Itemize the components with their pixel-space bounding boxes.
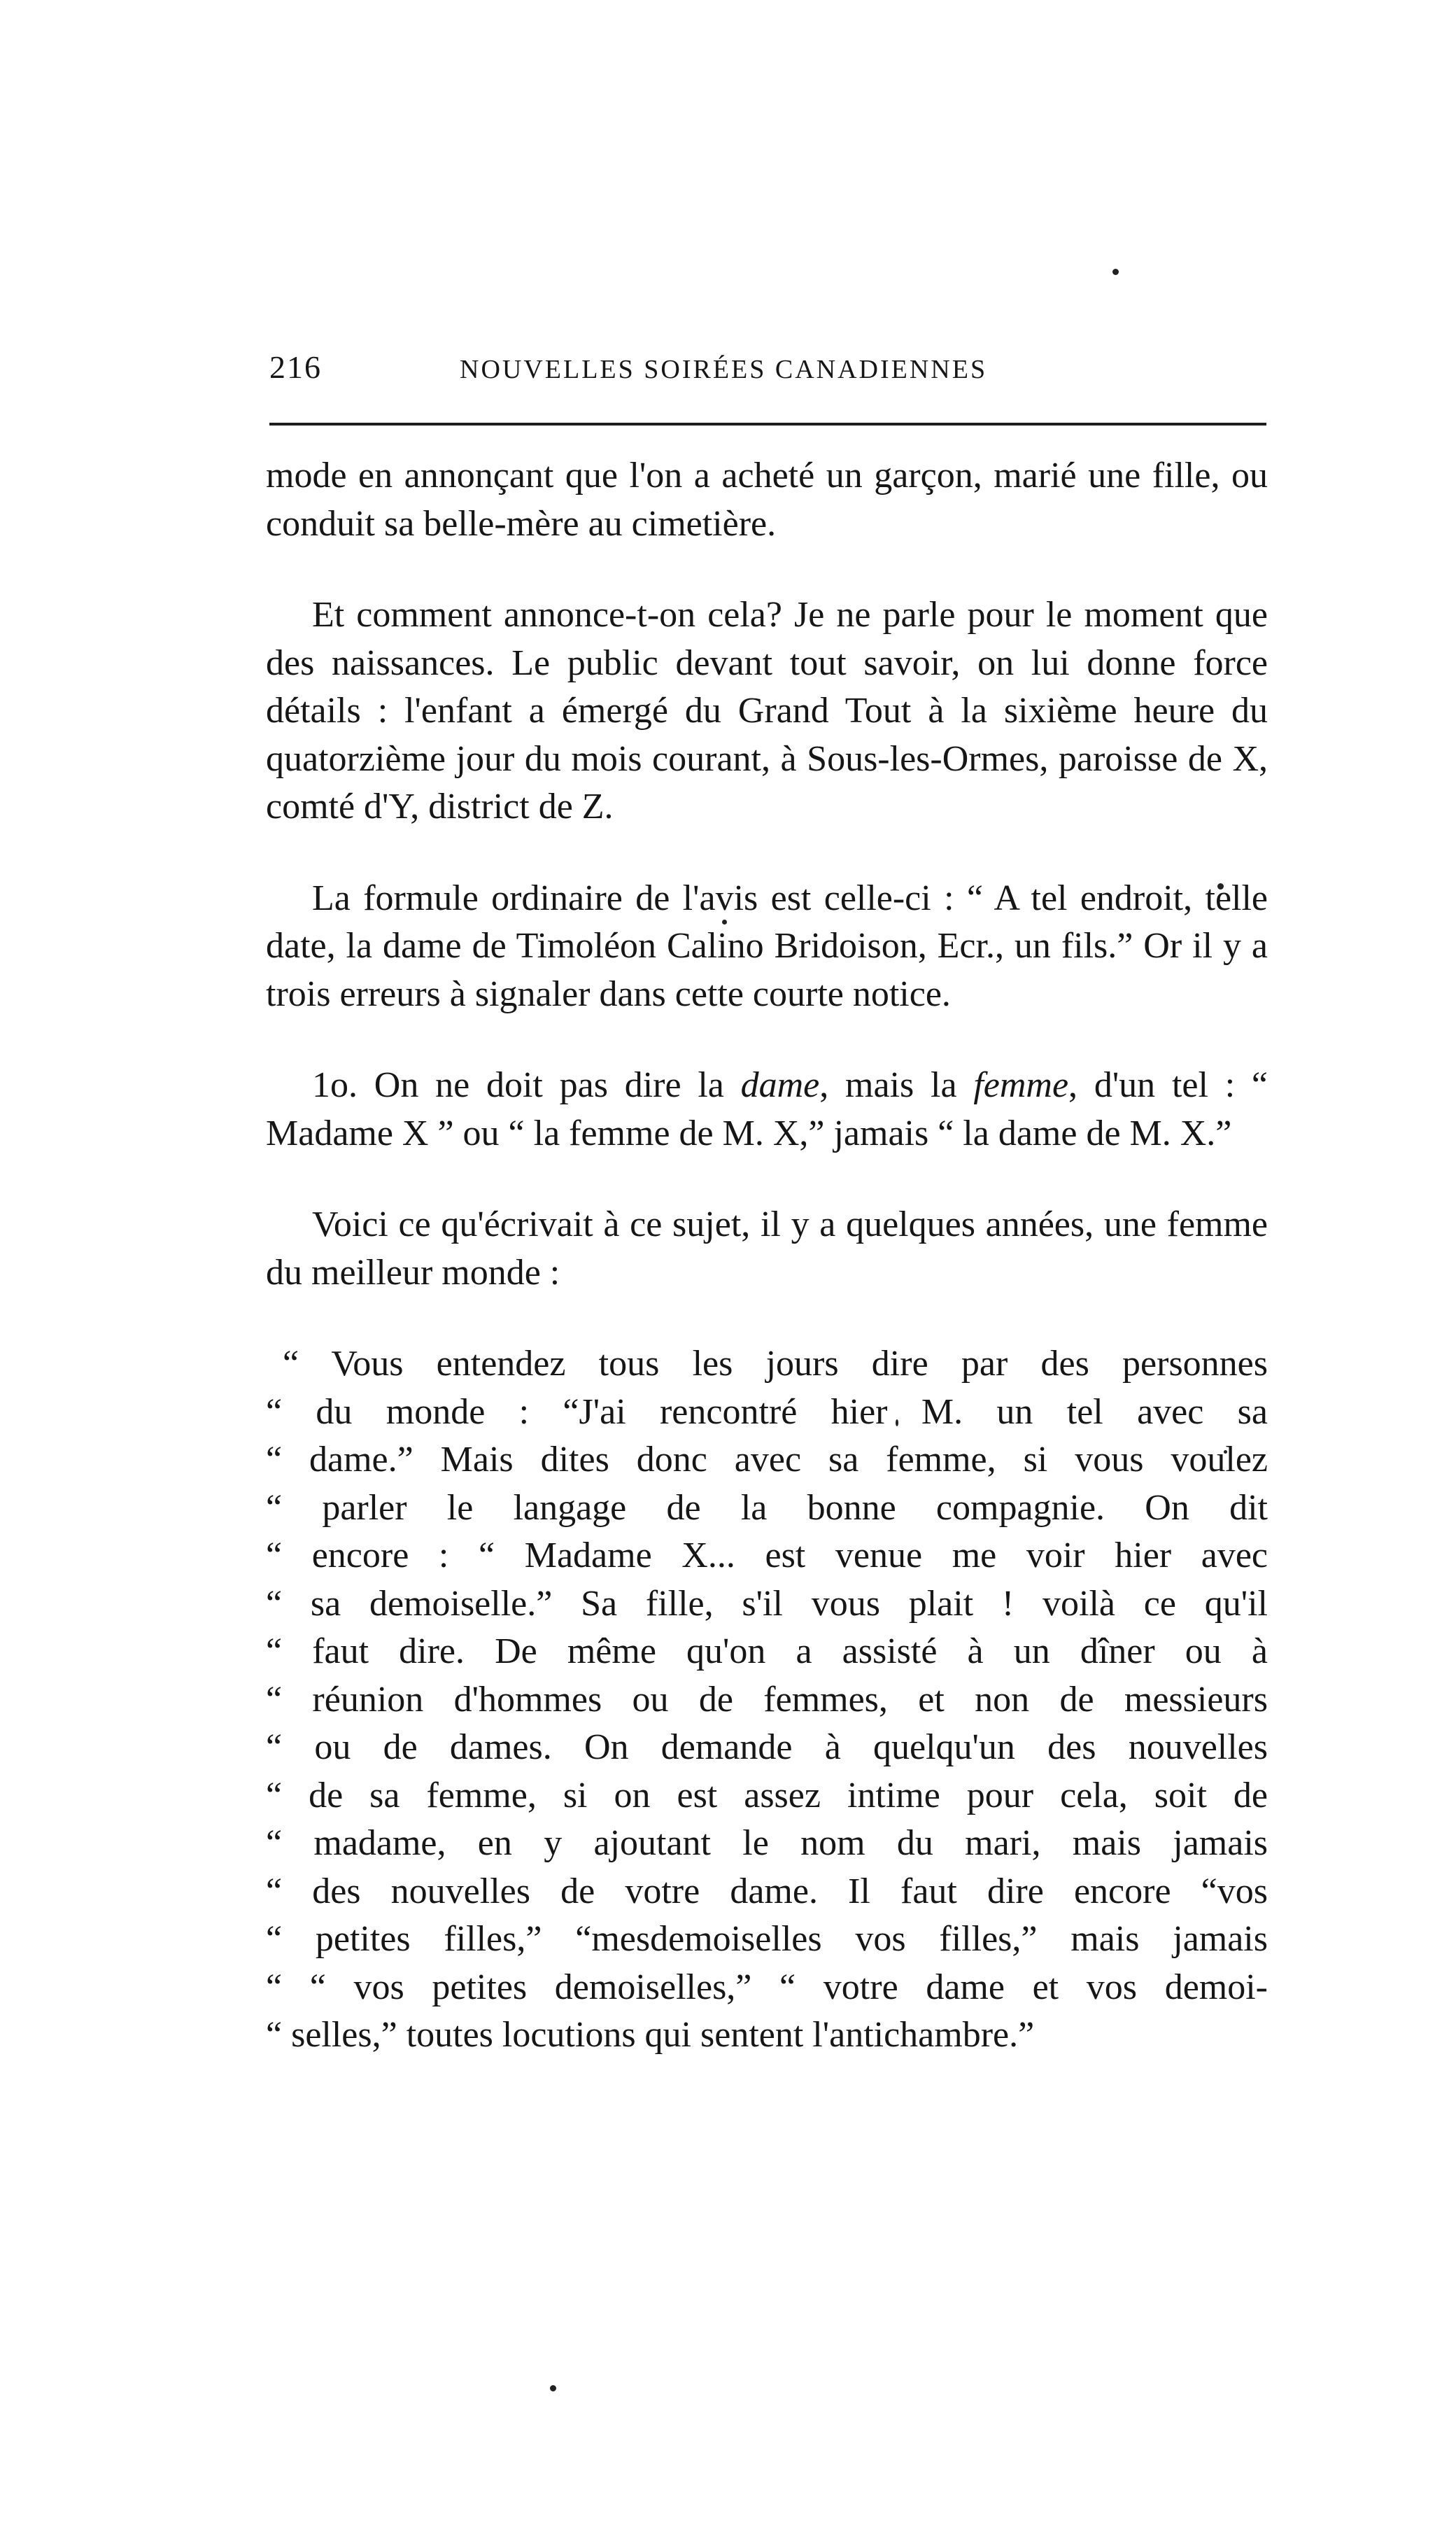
- text-run: , d'un tel : “ Madame X ” ou “ la femme de M. X,” jamais “ la dame de M. X.”: [266, 1065, 1268, 1153]
- text-run: 1o. On ne doit pas dire la: [312, 1065, 741, 1105]
- quote-line: “ Vous entendez tous les jours dire par des personnes: [283, 1344, 1268, 1384]
- ink-speck: [550, 2385, 556, 2391]
- quote-line: “ dame.” Mais dites donc avec sa femme, si vous voulez: [266, 1440, 1268, 1480]
- page-number: 216: [269, 349, 322, 385]
- quote-line: “ réunion d'hommes ou de femmes, et non de messieurs: [266, 1679, 1268, 1720]
- quote-line: “ de sa femme, si on est assez intime pour cela, soit de: [266, 1775, 1268, 1815]
- quote-line: “ faut dire. De même qu'on a assisté à un dîner ou à: [266, 1631, 1268, 1671]
- paragraph: Et comment annonce-t-on cela? Je ne parle pour le moment que des naissances. Le public devant tout savoir, on lui donne force détails : l'enfant a émergé du Grand Tout à la sixième heure du quatorzième jour du mois courant, à Sous-les-Ormes, paroisse de X, comté d'Y, district de Z.: [266, 595, 1268, 827]
- paragraph-continuation: mode en annonçant que l'on a acheté un garçon, marié une fille, ou conduit sa belle-mère au cimetière.: [266, 456, 1268, 544]
- quote-line: “ parler le langage de la bonne compagnie. On dit: [266, 1487, 1268, 1528]
- paragraph: Voici ce qu'écrivait à ce sujet, il y a quelques années, une femme du meilleur monde :: [266, 1204, 1268, 1293]
- quote-line: “ “ vos petites demoiselles,” “ votre dame et vos demoi-: [266, 1967, 1268, 2007]
- italic-word: dame: [740, 1065, 820, 1105]
- quote-line: “ sa demoiselle.” Sa fille, s'il vous plait ! voilà ce qu'il: [266, 1583, 1268, 1624]
- italic-word: femme: [973, 1065, 1069, 1105]
- quote-line: “ madame, en y ajoutant le nom du mari, mais jamais: [266, 1823, 1268, 1863]
- text-run: , mais la: [819, 1065, 974, 1105]
- body-text: [266, 452, 1268, 2060]
- quotation-block: [266, 1340, 1268, 2060]
- quote-line: “ encore : “ Madame X... est venue me voir hier avec: [266, 1535, 1268, 1575]
- quote-line: “ selles,” toutes locutions qui sentent l'antichambre.”: [266, 2015, 1035, 2055]
- page-header: [269, 349, 1266, 393]
- quote-line: “ ou de dames. On demande à quelqu'un des nouvelles: [266, 1727, 1268, 1767]
- quote-line: “ petites filles,” “mesdemoiselles vos filles,” mais jamais: [266, 1919, 1268, 1959]
- quote-line: “ du monde : “J'ai rencontré hier M. un tel avec sa: [266, 1391, 1268, 1432]
- paragraph: La formule ordinaire de l'avis est celle-ci : “ A tel endroit, telle date, la dame de Timoléon Calino Bridoison, Ecr., un fils.” Or il y a trois erreurs à signaler dans cette courte notice.: [266, 878, 1268, 1014]
- paragraph-first-point: [266, 1062, 1268, 1158]
- running-head: NOUVELLES SOIRÉES CANADIENNES: [460, 355, 988, 384]
- quote-line: “ des nouvelles de votre dame. Il faut dire encore “vos: [266, 1871, 1268, 1911]
- ink-speck: [1112, 269, 1119, 275]
- header-rule: [269, 423, 1266, 426]
